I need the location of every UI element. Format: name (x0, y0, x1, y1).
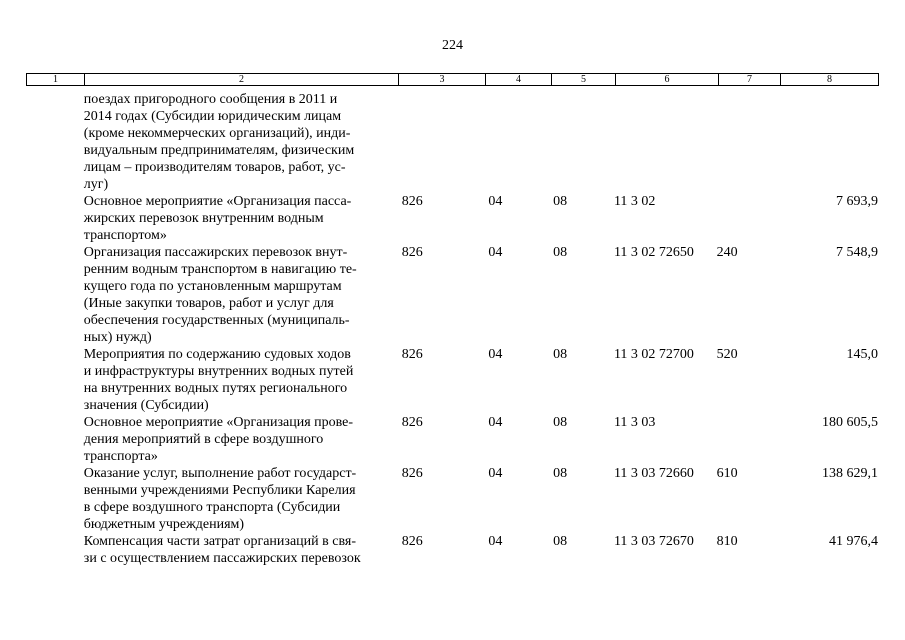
description-line: Мероприятия по содержанию судовых ходов (83, 347, 351, 362)
description-line: поездах пригородного сообщения в 2011 и (83, 92, 338, 107)
ministry-code (397, 91, 489, 193)
page-number: 224 (442, 38, 463, 53)
description-line: луг) (83, 177, 109, 192)
column-number-header (26, 73, 879, 86)
subsection-code: 08 (553, 245, 568, 260)
ministry-code: 826 (401, 194, 423, 209)
description-line: транспортом» (83, 228, 167, 243)
header-col-6: 6 (616, 74, 719, 86)
amount: 138 629,1 (822, 466, 878, 481)
expense-type-code: 610 (716, 466, 738, 481)
amount: 7 693,9 (836, 194, 878, 209)
description-line: лицам – производителям товаров, работ, ус- (83, 160, 346, 175)
description-line: зи с осуществлением пассажирских перевозок (83, 551, 361, 566)
header-col-3: 3 (399, 74, 486, 86)
section-code: 04 (488, 347, 503, 362)
amount: 7 548,9 (836, 245, 878, 260)
description-line: на внутренних водных путях регионального (83, 381, 348, 396)
header-col-4: 4 (486, 74, 552, 86)
description-line: 2014 годах (Субсидии юридическим лицам (83, 109, 342, 124)
expense-type-code: 810 (716, 534, 738, 549)
target-article-code: 11 3 02 72700 (613, 347, 694, 362)
cell-empty (26, 244, 84, 346)
subsection-code: 08 (553, 466, 568, 481)
expense-type-code (717, 193, 779, 244)
budget-rows (26, 91, 878, 567)
row-description (84, 244, 397, 346)
description-line: обеспечения государственных (муниципаль- (83, 313, 350, 328)
target-article-code: 11 3 02 (613, 194, 656, 209)
ministry-code: 826 (401, 534, 423, 549)
table-row (26, 414, 878, 465)
target-article-code: 11 3 02 72650 (613, 245, 694, 260)
header-col-7: 7 (719, 74, 781, 86)
section-code: 04 (488, 534, 503, 549)
expense-type-code: 240 (716, 245, 738, 260)
table-row (26, 91, 878, 193)
description-line: (Иные закупки товаров, работ и услуг для (83, 296, 334, 311)
cell-empty (26, 91, 84, 193)
cell-empty (26, 193, 84, 244)
description-line: транспорта» (83, 449, 158, 464)
row-description (84, 533, 397, 567)
description-line: ных) нужд) (83, 330, 152, 345)
cell-empty (26, 414, 84, 465)
description-line: дения мероприятий в сфере воздушного (83, 432, 324, 447)
subsection-code: 08 (553, 194, 568, 209)
table-row (26, 193, 878, 244)
amount: 41 976,4 (829, 534, 878, 549)
ministry-code: 826 (401, 466, 423, 481)
header-col-1: 1 (27, 74, 85, 86)
description-line: Оказание услуг, выполнение работ государст- (83, 466, 357, 481)
section-code: 04 (488, 415, 503, 430)
ministry-code: 826 (401, 415, 423, 430)
expense-type-code (717, 91, 779, 193)
amount: 180 605,5 (822, 415, 878, 430)
cell-empty (26, 533, 84, 567)
section-code (488, 91, 550, 193)
header-col-8: 8 (781, 74, 879, 86)
target-article-code (614, 91, 717, 193)
subsection-code: 08 (553, 347, 568, 362)
header-col-5: 5 (552, 74, 616, 86)
row-description (84, 465, 397, 533)
row-description (84, 346, 397, 414)
section-code: 04 (488, 466, 503, 481)
expense-type-code (717, 414, 779, 465)
description-line: ренним водным транспортом в навигацию те- (83, 262, 357, 277)
amount (778, 91, 878, 193)
description-line: и инфраструктуры внутренних водных путей (83, 364, 354, 379)
description-line: жирских перевозок внутренним водным (83, 211, 324, 226)
subsection-code (550, 91, 614, 193)
target-article-code: 11 3 03 72670 (613, 534, 694, 549)
table-row (26, 346, 878, 414)
description-line: венными учреждениями Республики Карелия (83, 483, 356, 498)
table-row (26, 244, 878, 346)
row-description (84, 193, 397, 244)
description-line: видуальным предпринимателям, физическим (83, 143, 355, 158)
target-article-code: 11 3 03 72660 (613, 466, 694, 481)
table-row (26, 533, 878, 567)
description-line: бюджетным учреждениям) (83, 517, 245, 532)
amount: 145,0 (846, 347, 878, 362)
section-code: 04 (488, 245, 503, 260)
row-description (84, 91, 397, 193)
description-line: в сфере воздушного транспорта (Субсидии (83, 500, 341, 515)
table-row (26, 465, 878, 533)
description-line: (кроме некоммерческих организаций), инди- (83, 126, 351, 141)
description-line: значения (Субсидии) (83, 398, 209, 413)
header-col-2: 2 (85, 74, 399, 86)
ministry-code: 826 (401, 347, 423, 362)
description-line: Компенсация части затрат организаций в свя- (83, 534, 356, 549)
cell-empty (26, 465, 84, 533)
expense-type-code: 520 (716, 347, 738, 362)
subsection-code: 08 (553, 534, 568, 549)
ministry-code: 826 (401, 245, 423, 260)
section-code: 04 (488, 194, 503, 209)
subsection-code: 08 (553, 415, 568, 430)
row-description (84, 414, 397, 465)
description-line: Основное мероприятие «Организация прове- (83, 415, 354, 430)
cell-empty (26, 346, 84, 414)
description-line: Основное мероприятие «Организация пасса- (83, 194, 352, 209)
description-line: кущего года по установленным маршрутам (83, 279, 342, 294)
target-article-code: 11 3 03 (613, 415, 656, 430)
description-line: Организация пассажирских перевозок внут- (83, 245, 348, 260)
